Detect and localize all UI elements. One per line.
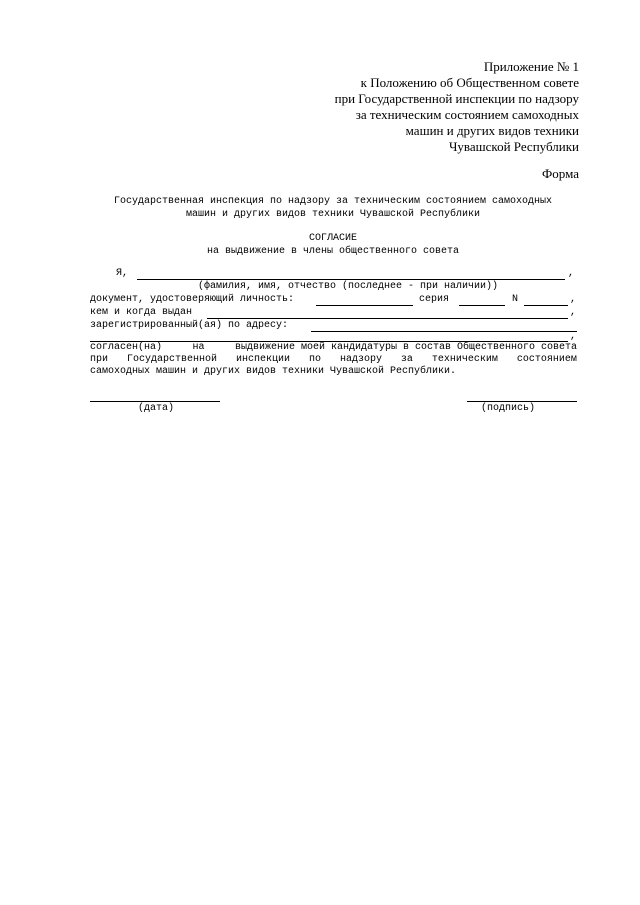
consent-word: по (308, 354, 321, 365)
consent-word: за (400, 354, 413, 365)
consent-word: надзору (339, 354, 382, 365)
address-label: зарегистрированный(ая) по адресу: (90, 320, 289, 331)
appendix-line-5: машин и других видов техники (405, 123, 579, 138)
i-label: Я, (116, 268, 129, 279)
consent-word: при (90, 354, 109, 365)
number-field[interactable] (524, 305, 568, 306)
issued-label: кем и когда выдан (90, 307, 193, 318)
fio-field[interactable] (137, 279, 565, 280)
organization-name (88, 195, 578, 221)
fio-hint: (фамилия, имя, отчество (последнее - при наличии)) (198, 281, 499, 292)
appendix-line-4: за техническим состоянием самоходных (355, 107, 579, 122)
consent-line-2 (90, 354, 577, 366)
issued-field[interactable] (207, 318, 568, 319)
appendix-line-3: при Государственной инспекции по надзору (334, 91, 579, 106)
organization-line-2: машин и других видов техники Чувашской Республики (185, 209, 481, 220)
document-title (88, 232, 578, 258)
consent-word: на (192, 342, 205, 353)
date-field[interactable] (90, 401, 220, 402)
consent-word: выдвижение моей кандидатуры в состав Общественного совета (234, 342, 577, 353)
signature-label: (подпись) (481, 403, 536, 414)
series-label: серия (419, 294, 450, 305)
document-type-field[interactable] (316, 305, 413, 306)
appendix-header (335, 59, 579, 155)
consent-word: инспекции (235, 354, 290, 365)
consent-line-3: самоходных машин и других видов техники Чувашской Республики. (90, 366, 457, 377)
consent-word: Государственной (126, 354, 217, 365)
form-label: Форма (542, 166, 579, 181)
signature-field[interactable] (467, 401, 577, 402)
fio-comma: , (568, 268, 575, 279)
organization-line-1: Государственная инспекция по надзору за техническим состоянием самоходных (113, 196, 553, 207)
consent-line-1 (90, 342, 577, 354)
appendix-line-6: Чувашской Республики (448, 139, 579, 154)
appendix-number: Приложение № 1 (483, 59, 579, 74)
document-comma: , (570, 294, 577, 305)
address-comma: , (570, 331, 577, 342)
address-field[interactable] (311, 331, 577, 332)
number-label: N (512, 294, 519, 305)
date-label: (дата) (138, 403, 175, 414)
series-field[interactable] (459, 305, 505, 306)
title-subheading: на выдвижение в члены общественного совета (206, 246, 460, 257)
consent-word: согласен(на) (90, 342, 163, 353)
title-heading: СОГЛАСИЕ (308, 233, 357, 244)
consent-word: состоянием (516, 354, 577, 365)
appendix-line-2: к Положению об Общественном совете (360, 75, 579, 90)
consent-word: техническим (431, 354, 498, 365)
document-label: документ, удостоверяющий личность: (90, 294, 295, 305)
issued-comma: , (570, 307, 577, 318)
